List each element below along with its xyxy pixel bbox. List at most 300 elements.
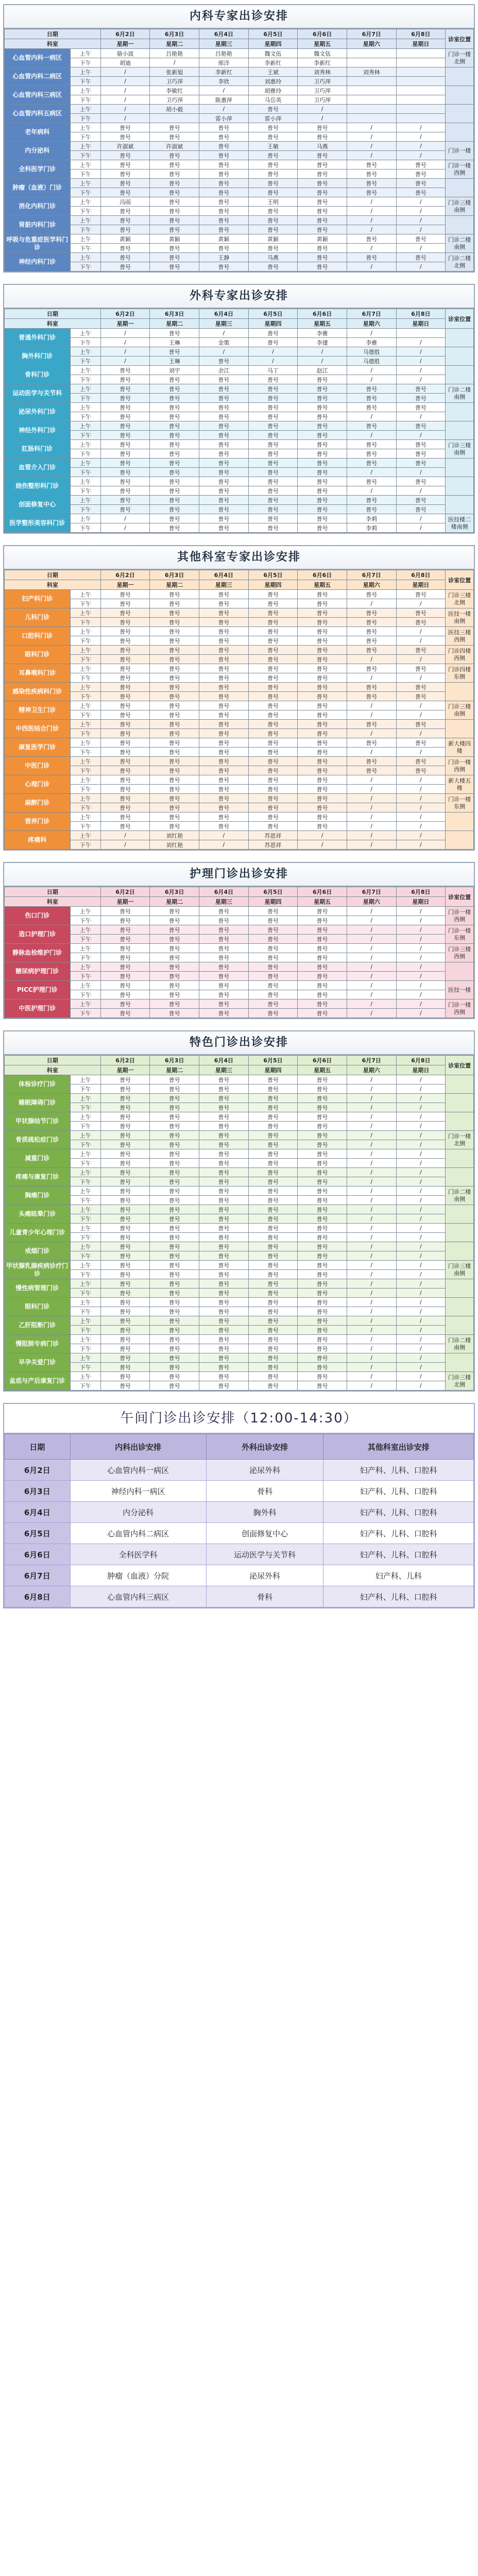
half-day-label: 下午 xyxy=(70,692,100,701)
location-cell xyxy=(446,1112,474,1131)
schedule-cell xyxy=(347,58,396,67)
noon-cell: 妇产科、儿科、口腔科 xyxy=(323,1502,474,1523)
schedule-cell: / xyxy=(396,1224,446,1233)
schedule-cell: 普号 xyxy=(100,794,150,803)
noon-cell: 内分泌科 xyxy=(70,1502,206,1523)
schedule-row xyxy=(5,775,474,785)
schedule-cell: 普号 xyxy=(199,1131,249,1140)
schedule-cell: 普号 xyxy=(248,207,298,216)
schedule-cell: 李雅 xyxy=(298,329,347,338)
schedule-cell: / xyxy=(396,1251,446,1261)
schedule-cell: 王明 xyxy=(248,197,298,207)
schedule-cell: 普号 xyxy=(150,953,199,962)
schedule-cell: 普号 xyxy=(150,160,199,170)
schedule-cell: 普号 xyxy=(298,1094,347,1103)
location-cell: 门诊二楼北侧 xyxy=(446,253,474,272)
noon-row xyxy=(5,1523,474,1544)
half-day-label: 上午 xyxy=(70,1353,100,1363)
schedule-cell: 普号 xyxy=(347,692,396,701)
schedule-cell: / xyxy=(100,514,150,523)
schedule-cell: 普号 xyxy=(100,608,150,618)
schedule-row xyxy=(5,1084,474,1094)
schedule-row xyxy=(5,972,474,981)
schedule-cell: 普号 xyxy=(100,244,150,253)
half-day-label: 下午 xyxy=(70,468,100,477)
location-cell: 医技一楼 xyxy=(446,981,474,999)
half-day-label: 下午 xyxy=(70,1140,100,1149)
schedule-cell xyxy=(347,114,396,123)
schedule-cell: 普号 xyxy=(100,972,150,981)
schedule-cell: / xyxy=(347,151,396,160)
schedule-cell: 普号 xyxy=(199,683,249,692)
schedule-row xyxy=(5,151,474,160)
schedule-cell: / xyxy=(396,1187,446,1196)
schedule-row xyxy=(5,58,474,67)
location-cell: 门诊四楼西侧 xyxy=(446,646,474,664)
schedule-cell: 胡雅玲 xyxy=(248,86,298,95)
schedule-cell: 普号 xyxy=(199,477,249,486)
schedule-cell: / xyxy=(396,916,446,925)
schedule-cell: 普号 xyxy=(100,1279,150,1289)
schedule-cell: 普号 xyxy=(150,916,199,925)
schedule-cell: 普号 xyxy=(150,803,199,812)
half-day-label: 上午 xyxy=(70,477,100,486)
schedule-cell: 普号 xyxy=(199,627,249,636)
half-day-label: 下午 xyxy=(70,1289,100,1298)
half-day-label: 下午 xyxy=(70,822,100,831)
schedule-cell: 普号 xyxy=(199,1316,249,1326)
schedule-cell: 普号 xyxy=(150,618,199,627)
schedule-cell: 普号 xyxy=(396,738,446,748)
schedule-cell: 普号 xyxy=(199,916,249,925)
schedule-cell: 普号 xyxy=(248,1103,298,1112)
schedule-cell: / xyxy=(396,1075,446,1084)
schedule-row xyxy=(5,990,474,999)
schedule-row xyxy=(5,225,474,234)
schedule-cell: 普号 xyxy=(150,197,199,207)
department-name: 慢性病管理门诊 xyxy=(5,1279,71,1298)
half-day-label: 下午 xyxy=(70,170,100,179)
schedule-cell: 普号 xyxy=(199,1344,249,1353)
schedule-cell: / xyxy=(100,831,150,840)
schedule-cell: 李欣 xyxy=(199,77,249,86)
schedule-cell: / xyxy=(100,338,150,347)
schedule-row xyxy=(5,831,474,840)
department-name: 中医门诊 xyxy=(5,757,71,775)
schedule-cell: 普号 xyxy=(100,366,150,375)
schedule-cell: / xyxy=(347,1122,396,1131)
schedule-cell: 马岳英 xyxy=(248,95,298,105)
schedule-cell: / xyxy=(347,468,396,477)
schedule-cell: 普号 xyxy=(199,459,249,468)
schedule-row xyxy=(5,338,474,347)
schedule-cell: 普号 xyxy=(248,384,298,394)
schedule-cell xyxy=(347,105,396,114)
schedule-cell: 普号 xyxy=(199,1168,249,1177)
schedule-cell: 普号 xyxy=(150,1131,199,1140)
section-title: 外科专家出诊安排 xyxy=(4,285,474,309)
half-day-label: 下午 xyxy=(70,207,100,216)
schedule-cell: 普号 xyxy=(199,664,249,673)
schedule-cell: 普号 xyxy=(100,944,150,953)
schedule-cell: 普号 xyxy=(396,692,446,701)
schedule-cell: 普号 xyxy=(248,1289,298,1298)
schedule-cell: 普号 xyxy=(248,375,298,384)
day-header: 6月8日 xyxy=(396,309,446,319)
schedule-cell: 普号 xyxy=(150,1224,199,1233)
schedule-cell: 胡迪 xyxy=(100,58,150,67)
schedule-cell: 普号 xyxy=(298,262,347,272)
schedule-cell: 普号 xyxy=(298,244,347,253)
schedule-cell: / xyxy=(100,86,150,95)
weekday-header: 星期四 xyxy=(248,1065,298,1075)
schedule-section xyxy=(3,284,475,534)
department-name: 胸外科门诊 xyxy=(5,347,71,366)
schedule-cell: / xyxy=(396,1307,446,1316)
schedule-cell: 普号 xyxy=(150,1103,199,1112)
schedule-cell: 普号 xyxy=(298,1279,347,1289)
date-header: 日期 xyxy=(5,29,101,39)
schedule-cell: / xyxy=(347,1289,396,1298)
schedule-cell: 普号 xyxy=(248,1187,298,1196)
schedule-cell: 普号 xyxy=(248,729,298,738)
schedule-cell: / xyxy=(396,1316,446,1326)
location-cell: 门诊一楼北侧 xyxy=(446,49,474,67)
schedule-cell: 普号 xyxy=(248,449,298,459)
schedule-cell: 普号 xyxy=(347,636,396,646)
schedule-cell: 普号 xyxy=(248,170,298,179)
schedule-cell: / xyxy=(347,207,396,216)
schedule-cell: 普号 xyxy=(248,935,298,944)
schedule-cell: 普号 xyxy=(298,1316,347,1326)
schedule-cell: / xyxy=(347,375,396,384)
noon-cell: 心血管内科三病区 xyxy=(70,1586,206,1607)
schedule-cell: 普号 xyxy=(100,673,150,683)
schedule-row xyxy=(5,1159,474,1168)
schedule-cell: 普号 xyxy=(150,720,199,729)
half-day-label: 下午 xyxy=(70,486,100,496)
schedule-cell: 普号 xyxy=(199,1261,249,1270)
half-day-label: 下午 xyxy=(70,803,100,812)
half-day-label: 上午 xyxy=(70,86,100,95)
schedule-cell: / xyxy=(347,1149,396,1159)
schedule-cell: 普号 xyxy=(298,972,347,981)
schedule-cell: 普号 xyxy=(199,514,249,523)
schedule-cell: 马燕 xyxy=(248,253,298,262)
schedule-cell: / xyxy=(347,486,396,496)
schedule-cell: 普号 xyxy=(248,720,298,729)
schedule-cell: / xyxy=(347,1307,396,1316)
schedule-cell: 普号 xyxy=(298,225,347,234)
schedule-cell: 普号 xyxy=(150,347,199,357)
schedule-cell: 普号 xyxy=(248,1261,298,1270)
half-day-label: 下午 xyxy=(70,1103,100,1112)
schedule-row xyxy=(5,132,474,142)
schedule-cell: 普号 xyxy=(100,1075,150,1084)
schedule-row xyxy=(5,748,474,757)
noon-date: 6月7日 xyxy=(5,1565,71,1586)
location-cell: 门诊二楼南侧 xyxy=(446,384,474,403)
schedule-cell: 普号 xyxy=(199,803,249,812)
half-day-label: 下午 xyxy=(70,710,100,720)
half-day-label: 下午 xyxy=(70,636,100,646)
schedule-cell: 普号 xyxy=(248,916,298,925)
schedule-row xyxy=(5,496,474,505)
schedule-row xyxy=(5,329,474,338)
schedule-cell: 普号 xyxy=(150,1344,199,1353)
schedule-cell: 普号 xyxy=(100,729,150,738)
weekday-header: 星期一 xyxy=(100,897,150,907)
schedule-cell: 普号 xyxy=(150,477,199,486)
day-header: 6月6日 xyxy=(298,570,347,580)
schedule-cell: 普号 xyxy=(298,990,347,999)
department-name: 减重门诊 xyxy=(5,1149,71,1168)
noon-date: 6月5日 xyxy=(5,1523,71,1544)
day-header: 6月7日 xyxy=(347,887,396,897)
schedule-cell: 普号 xyxy=(100,132,150,142)
schedule-row xyxy=(5,1316,474,1326)
schedule-cell: 普号 xyxy=(199,142,249,151)
schedule-cell xyxy=(347,77,396,86)
schedule-cell: 普号 xyxy=(150,188,199,197)
section-title: 特色门诊出诊安排 xyxy=(4,1031,474,1055)
half-day-label: 上午 xyxy=(70,1205,100,1214)
schedule-row xyxy=(5,1094,474,1103)
location-cell: 门诊三楼北侧 xyxy=(446,1372,474,1391)
schedule-cell xyxy=(396,58,446,67)
schedule-row xyxy=(5,692,474,701)
schedule-cell: 普号 xyxy=(199,1075,249,1084)
schedule-cell: / xyxy=(396,1009,446,1018)
noon-cell: 全科医学科 xyxy=(70,1544,206,1565)
half-day-label: 上午 xyxy=(70,440,100,449)
schedule-cell: 普号 xyxy=(199,1112,249,1122)
schedule-cell: / xyxy=(347,1140,396,1149)
day-header: 6月7日 xyxy=(347,29,396,39)
location-cell: 门诊三楼南侧 xyxy=(446,440,474,459)
location-header: 诊室位置 xyxy=(446,1056,474,1075)
schedule-cell: 普号 xyxy=(298,486,347,496)
schedule-row xyxy=(5,440,474,449)
schedule-cell: 普号 xyxy=(100,1168,150,1177)
schedule-cell: 普号 xyxy=(100,449,150,459)
schedule-cell: 普号 xyxy=(199,692,249,701)
schedule-cell: 普号 xyxy=(298,1381,347,1391)
schedule-cell: 刘红艳 xyxy=(150,840,199,850)
date-header: 日期 xyxy=(5,570,101,580)
schedule-cell: 普号 xyxy=(248,664,298,673)
schedule-cell: / xyxy=(347,329,396,338)
department-name: 心血管内科三病区 xyxy=(5,86,71,105)
schedule-cell: 刘宇 xyxy=(150,366,199,375)
schedule-cell: / xyxy=(347,972,396,981)
schedule-cell: 普号 xyxy=(347,766,396,775)
schedule-row xyxy=(5,757,474,766)
half-day-label: 上午 xyxy=(70,1094,100,1103)
location-header: 诊室位置 xyxy=(446,29,474,49)
schedule-cell: 王敏 xyxy=(248,142,298,151)
schedule-cell: 普号 xyxy=(248,160,298,170)
schedule-cell: 普号 xyxy=(150,440,199,449)
schedule-cell: 普号 xyxy=(298,1261,347,1270)
schedule-row xyxy=(5,590,474,599)
schedule-cell: / xyxy=(396,1131,446,1140)
schedule-cell: 普号 xyxy=(100,822,150,831)
weekday-header: 星期二 xyxy=(150,319,199,329)
schedule-cell: 普号 xyxy=(298,1251,347,1261)
schedule-row xyxy=(5,1353,474,1363)
schedule-cell: / xyxy=(396,357,446,366)
day-header: 6月4日 xyxy=(199,309,249,319)
schedule-cell: / xyxy=(347,1159,396,1168)
schedule-cell: 普号 xyxy=(347,253,396,262)
schedule-cell: 雷小萍 xyxy=(248,114,298,123)
location-cell xyxy=(446,1353,474,1372)
schedule-cell: 普号 xyxy=(248,468,298,477)
schedule-cell: 普号 xyxy=(396,720,446,729)
location-cell xyxy=(446,1298,474,1316)
department-name: 心血管内科五病区 xyxy=(5,105,71,123)
department-name: 普通外科门诊 xyxy=(5,329,71,347)
schedule-cell: 普号 xyxy=(150,1316,199,1326)
schedule-cell: 普号 xyxy=(199,1381,249,1391)
schedule-cell: 普号 xyxy=(199,375,249,384)
schedule-cell: 普号 xyxy=(248,403,298,412)
department-name: 头痛眩晕门诊 xyxy=(5,1205,71,1224)
noon-row xyxy=(5,1502,474,1523)
schedule-cell: / xyxy=(396,1381,446,1391)
schedule-cell: 普号 xyxy=(100,1233,150,1242)
schedule-cell: 普号 xyxy=(248,999,298,1009)
schedule-cell: 普号 xyxy=(100,775,150,785)
location-cell xyxy=(446,1316,474,1335)
schedule-cell: 普号 xyxy=(150,1187,199,1196)
schedule-cell: 普号 xyxy=(150,1233,199,1242)
schedule-row xyxy=(5,794,474,803)
schedule-cell: 普号 xyxy=(298,514,347,523)
schedule-cell: / xyxy=(347,1205,396,1214)
schedule-cell: / xyxy=(347,197,396,207)
schedule-cell: 普号 xyxy=(150,627,199,636)
schedule-cell: 普号 xyxy=(248,1009,298,1018)
schedule-cell: 普号 xyxy=(100,1353,150,1363)
schedule-cell: 普号 xyxy=(150,394,199,403)
schedule-cell: 普号 xyxy=(199,1242,249,1251)
schedule-row xyxy=(5,253,474,262)
schedule-row xyxy=(5,1075,474,1084)
department-name: 儿童青少年心理门诊 xyxy=(5,1224,71,1242)
schedule-cell: 普号 xyxy=(100,803,150,812)
schedule-cell: 普号 xyxy=(199,1214,249,1224)
schedule-cell: 普号 xyxy=(150,384,199,394)
department-name: 心血管内科二病区 xyxy=(5,67,71,86)
schedule-cell: 普号 xyxy=(347,160,396,170)
noon-cell: 妇产科、儿科、口腔科 xyxy=(323,1523,474,1544)
schedule-cell: 许淑斌 xyxy=(100,142,150,151)
schedule-cell: 普号 xyxy=(298,1214,347,1224)
half-day-label: 下午 xyxy=(70,95,100,105)
department-name: 心理门诊 xyxy=(5,775,71,794)
schedule-row xyxy=(5,1344,474,1353)
location-header: 诊室位置 xyxy=(446,309,474,329)
schedule-cell: 李雅 xyxy=(347,338,396,347)
schedule-cell: / xyxy=(100,105,150,114)
schedule-cell: 普号 xyxy=(100,655,150,664)
schedule-cell: / xyxy=(347,123,396,132)
schedule-cell: / xyxy=(100,114,150,123)
schedule-cell: / xyxy=(100,357,150,366)
schedule-cell: 普号 xyxy=(199,981,249,990)
schedule-cell: / xyxy=(298,831,347,840)
schedule-cell: / xyxy=(396,655,446,664)
schedule-cell: 普号 xyxy=(100,1326,150,1335)
schedule-row xyxy=(5,1122,474,1131)
half-day-label: 上午 xyxy=(70,720,100,729)
schedule-cell: 普号 xyxy=(150,757,199,766)
schedule-cell: / xyxy=(347,748,396,757)
schedule-cell: / xyxy=(347,431,396,440)
schedule-row xyxy=(5,347,474,357)
schedule-cell: 普号 xyxy=(150,981,199,990)
schedule-cell: / xyxy=(347,1112,396,1122)
schedule-cell: / xyxy=(199,840,249,850)
schedule-cell: 普号 xyxy=(298,1233,347,1242)
schedule-cell: 普号 xyxy=(100,1242,150,1251)
schedule-cell: 普号 xyxy=(150,225,199,234)
schedule-cell: / xyxy=(396,1140,446,1149)
schedule-cell: 普号 xyxy=(100,403,150,412)
schedule-cell: 陈惠萍 xyxy=(199,95,249,105)
schedule-cell: 普号 xyxy=(150,1177,199,1187)
weekday-header: 星期五 xyxy=(298,897,347,907)
department-name: 神经内科门诊 xyxy=(5,253,71,272)
schedule-cell: 普号 xyxy=(150,449,199,459)
schedule-cell: 普号 xyxy=(199,225,249,234)
dept-header: 科室 xyxy=(5,319,101,329)
department-name: 早孕关爱门诊 xyxy=(5,1353,71,1372)
schedule-cell: / xyxy=(347,216,396,225)
weekday-header: 星期日 xyxy=(396,1065,446,1075)
schedule-cell: / xyxy=(396,1298,446,1307)
half-day-label: 上午 xyxy=(70,646,100,655)
schedule-cell: 普号 xyxy=(150,468,199,477)
schedule-cell: 普号 xyxy=(150,935,199,944)
schedule-cell: 普号 xyxy=(298,962,347,972)
schedule-cell: 普号 xyxy=(298,253,347,262)
schedule-cell: 刘秀林 xyxy=(298,67,347,77)
schedule-cell: 普号 xyxy=(199,188,249,197)
schedule-cell: / xyxy=(150,58,199,67)
location-cell xyxy=(446,1224,474,1242)
schedule-row xyxy=(5,123,474,132)
half-day-label: 上午 xyxy=(70,496,100,505)
schedule-cell xyxy=(396,86,446,95)
half-day-label: 下午 xyxy=(70,1233,100,1242)
weekday-header: 星期日 xyxy=(396,897,446,907)
schedule-cell: 普号 xyxy=(199,1122,249,1131)
noon-cell: 妇产科、儿科、口腔科 xyxy=(323,1586,474,1607)
schedule-cell: 普号 xyxy=(298,1187,347,1196)
schedule-cell: 普号 xyxy=(298,1103,347,1112)
schedule-cell: 普号 xyxy=(248,757,298,766)
noon-date: 6月2日 xyxy=(5,1460,71,1481)
schedule-cell: 普号 xyxy=(248,1353,298,1363)
schedule-cell: / xyxy=(347,1279,396,1289)
half-day-label: 下午 xyxy=(70,1009,100,1018)
weekday-header: 星期四 xyxy=(248,319,298,329)
schedule-cell: 普号 xyxy=(347,646,396,655)
schedule-cell: 普号 xyxy=(248,981,298,990)
